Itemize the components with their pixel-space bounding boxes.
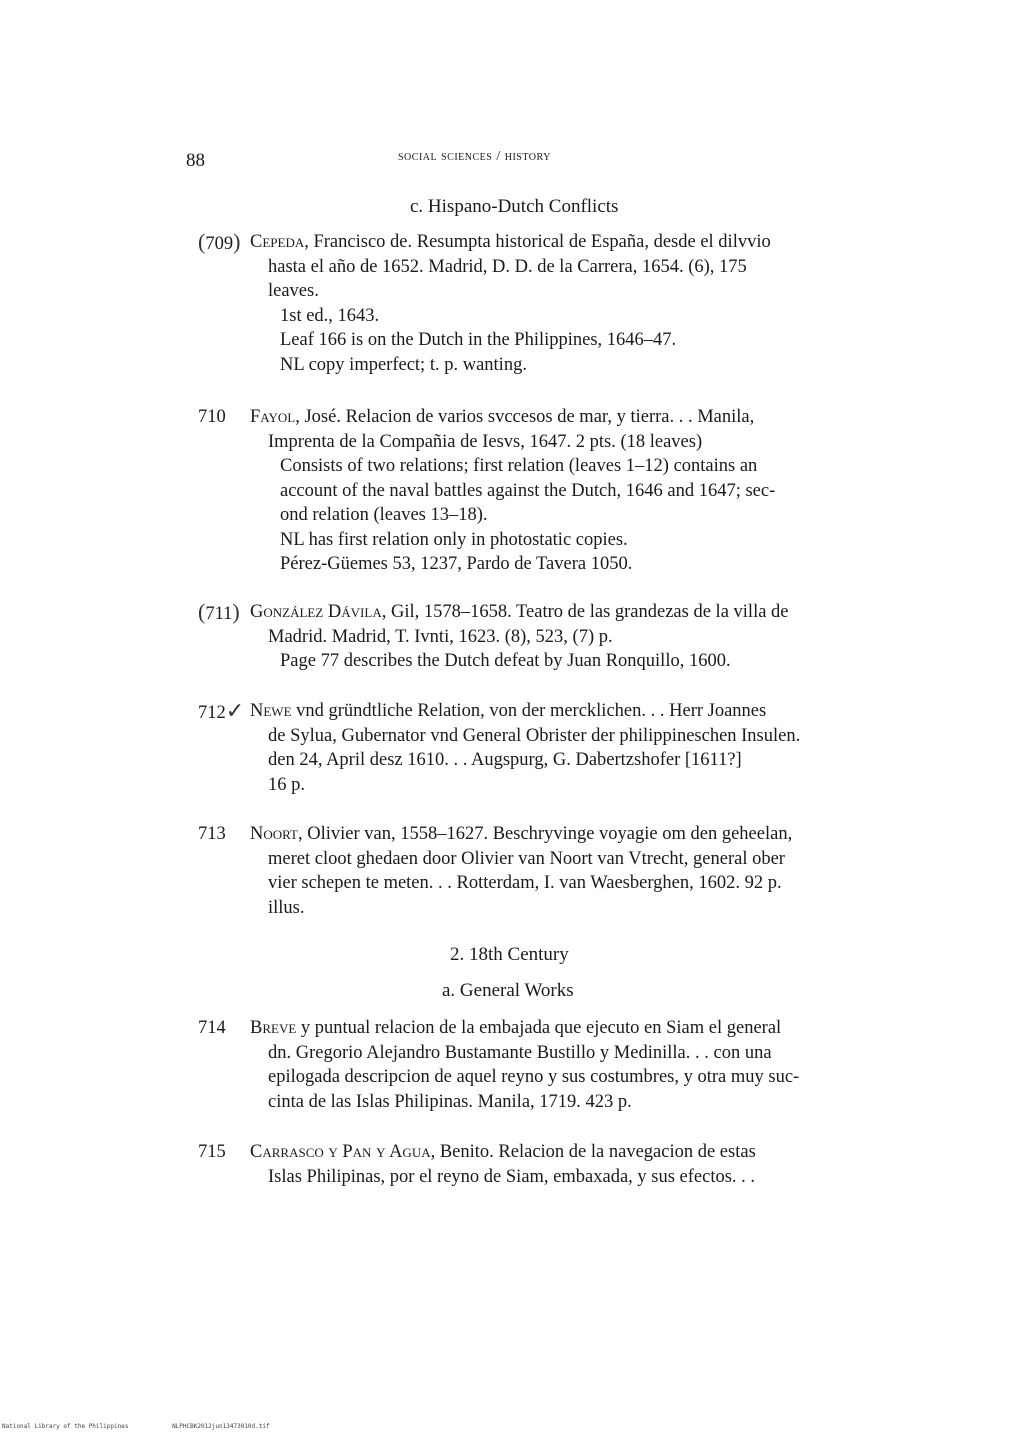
entry-number: 710 (198, 407, 226, 427)
entry-number: 712✓ (198, 698, 245, 723)
section-heading-text: a. General Works (442, 980, 574, 1001)
section-heading-hispano-dutch (410, 196, 618, 218)
entry-line: Madrid. Madrid, T. Ivnti, 1623. (8), 523, (7) p. (268, 626, 613, 647)
entry-note: NL has first relation only in photostatic copies. (280, 529, 628, 550)
running-head: social sciences / history (398, 149, 551, 164)
entry-note: Leaf 166 is on the Dutch in the Philippines, 1646–47. (280, 330, 677, 350)
entry-author: Noort, (250, 824, 303, 844)
entry-line: Imprenta de la Compañia de Iesvs, 1647. 2 pts. (18 leaves) (268, 431, 703, 452)
entry-line: José. Relacion de varios svccesos de mar, y tierra. . . Manila, (304, 407, 755, 427)
entry-author: Cepeda, (250, 232, 309, 252)
entry-author: Fayol, (250, 407, 300, 427)
entry-note: NL copy imperfect; t. p. wanting. (280, 354, 527, 375)
entry-number: 713 (198, 824, 226, 844)
entry-line: y puntual relacion de la embajada que ejecuto en Siam el general (300, 1018, 782, 1038)
bracket-mark-icon: ( (198, 229, 206, 254)
checkmark-icon: ✓ (225, 698, 245, 723)
entry-line: leaves. (268, 281, 319, 301)
bracket-mark-icon: ( (198, 599, 206, 624)
entry-line: Benito. Relacion de la navegacion de estas (439, 1142, 756, 1162)
bracket-mark-icon: ) (233, 229, 241, 254)
entry-note: 1st ed., 1643. (280, 305, 380, 326)
entry-line: Gil, 1578–1658. Teatro de las grandezas de la villa de (390, 602, 789, 622)
entry-line: dn. Gregorio Alejandro Bustamante Bustillo y Medinilla. . . con una (268, 1042, 772, 1063)
entry-line: Francisco de. Resumpta historical de España, desde el dilvvio (313, 232, 771, 252)
entry-line: illus. (268, 897, 305, 918)
entry-line: epilogada descripcion de aquel reyno y sus costumbres, y otra muy suc- (268, 1067, 800, 1087)
page-number: 88 (186, 150, 205, 171)
entry-body (250, 405, 868, 577)
entry-note: ond relation (leaves 13–18). (280, 505, 488, 525)
entry-number: 714 (198, 1018, 226, 1038)
entry-line: 16 p. (268, 774, 305, 795)
footer-library: National Library of the Philippines (2, 1423, 129, 1430)
entry-line: den 24, April desz 1610. . . Augspurg, G. Dabertzshofer [1611?] (268, 750, 742, 770)
entry-body (250, 699, 868, 797)
entry-author: Breve (250, 1018, 297, 1038)
entry-note: Consists of two relations; first relation (leaves 1–12) contains an (280, 456, 758, 476)
entry-line: Olivier van, 1558–1627. Beschryvinge voyagie om den geheelan, (307, 824, 793, 844)
entry-number: (711) (198, 599, 240, 624)
section-heading-18th-century (450, 944, 569, 966)
entry-number: 715 (198, 1142, 226, 1162)
entry-note: Page 77 describes the Dutch defeat by Juan Ronquillo, 1600. (280, 651, 731, 671)
section-heading-text: c. Hispano-Dutch Conflicts (410, 196, 619, 217)
entry-body (250, 1016, 868, 1114)
footer-file-id: NLPHCBK2012jun13473010d.tif (172, 1423, 270, 1430)
entry-line: de Sylua, Gubernator vnd General Obrister der philippineschen Insulen. (268, 725, 801, 746)
entry-note: account of the naval battles against the Dutch, 1646 and 1647; sec- (280, 480, 776, 501)
entry-line: hasta el año de 1652. Madrid, D. D. de la Carrera, 1654. (6), 175 (268, 256, 747, 277)
entry-line: vnd gründtliche Relation, von der mercklichen. . . Herr Joannes (296, 701, 767, 721)
entry-body (250, 1140, 868, 1189)
section-heading-general-works (442, 980, 574, 1002)
entry-author: González Dávila, (250, 602, 387, 622)
entry-line: cinta de las Islas Philipinas. Manila, 1719. 423 p. (268, 1091, 632, 1112)
entry-body (250, 822, 868, 920)
entry-body (250, 600, 868, 674)
bracket-mark-icon: ) (232, 599, 240, 624)
entry-body (250, 230, 868, 377)
entry-number: (709) (198, 229, 241, 254)
entry-line: Islas Philipinas, por el reyno de Siam, embaxada, y sus efectos. . . (268, 1166, 756, 1187)
entry-line: vier schepen te meten. . . Rotterdam, I. van Waesberghen, 1602. 92 p. (268, 873, 782, 893)
entry-note: Pérez-Güemes 53, 1237, Pardo de Tavera 1050. (280, 554, 633, 574)
entry-author: Newe (250, 701, 292, 721)
entry-author: Carrasco y Pan y Agua, (250, 1142, 436, 1162)
section-heading-text: 2. 18th Century (450, 944, 569, 965)
scan-footer (2, 1423, 310, 1430)
entry-line: meret cloot ghedaen door Olivier van Noort van Vtrecht, general ober (268, 848, 785, 869)
